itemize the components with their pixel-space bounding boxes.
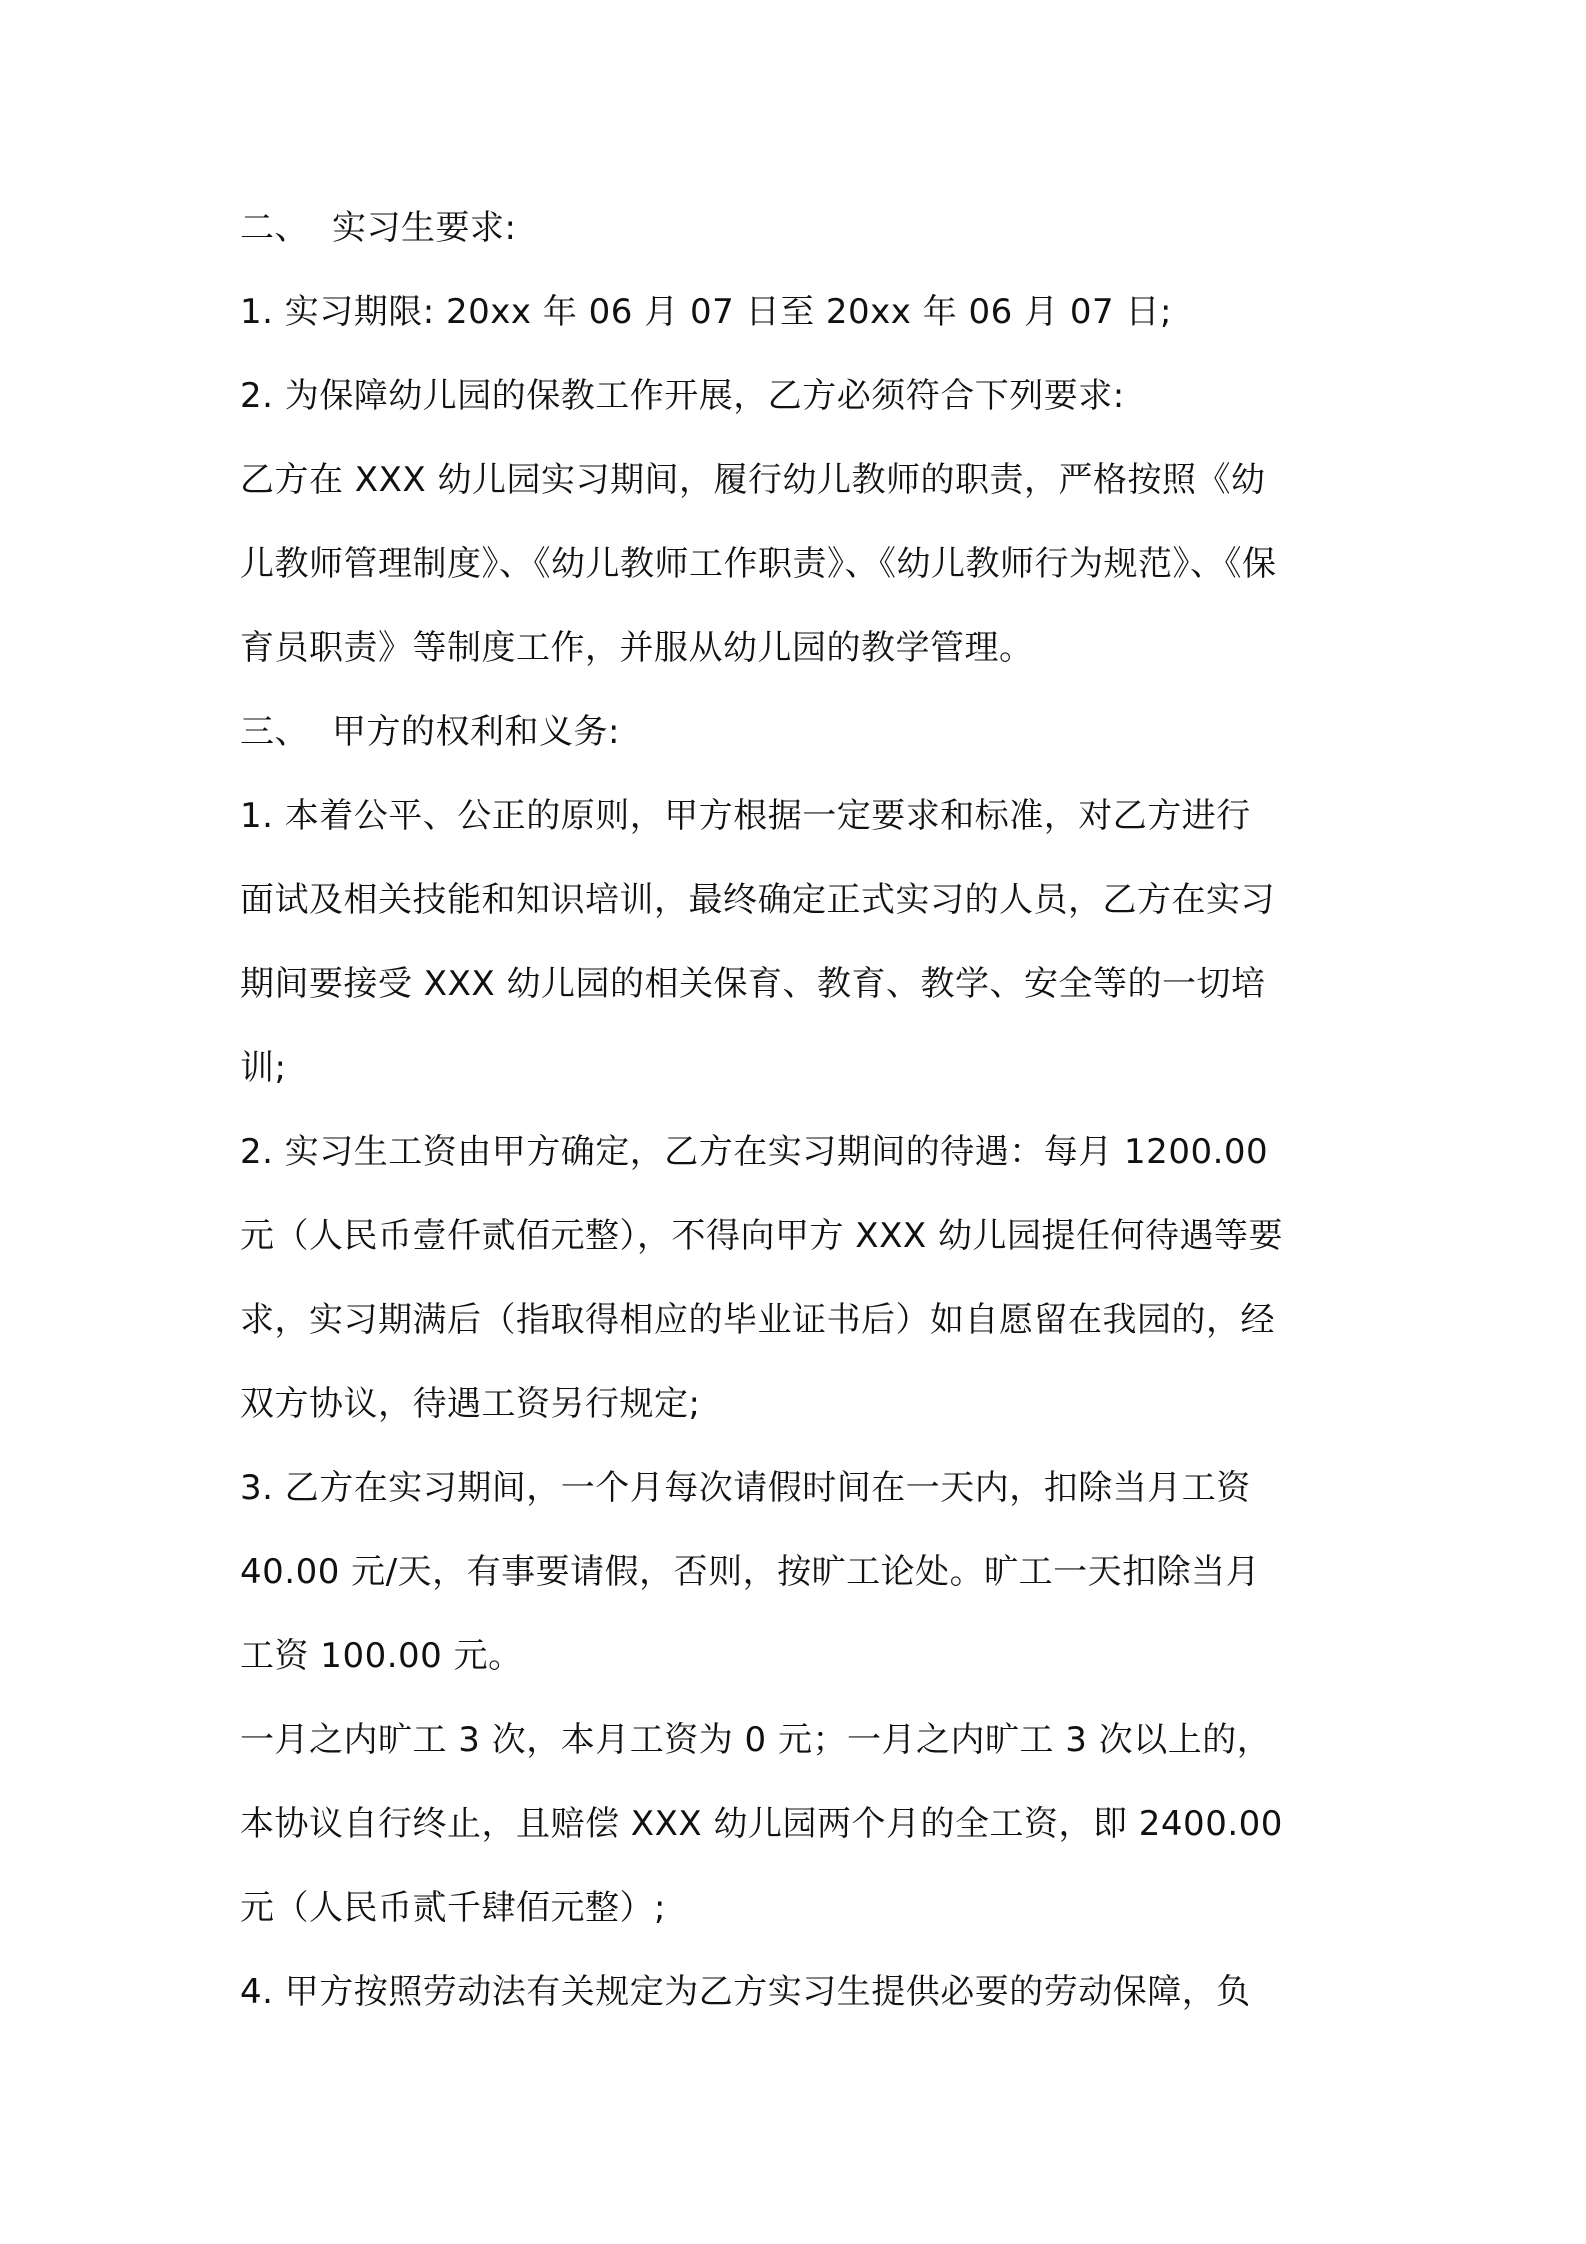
section3-heading-number: 三、 (240, 712, 309, 752)
section3-item3-line: 3. 乙方在实习期间，一个月每次请假时间在一天内，扣除当月工资 (240, 1468, 1251, 1508)
section3-item3-extra-line: 一月之内旷工 3 次，本月工资为 0 元；一月之内旷工 3 次以上的， (240, 1720, 1272, 1760)
section3-item3-line: 工资 100.00 元。 (240, 1636, 523, 1676)
section2-item2: 2. 为保障幼儿园的保教工作开展，乙方必须符合下列要求: (240, 376, 1125, 416)
section2-item1: 1. 实习期限: 20xx 年 06 月 07 日至 20xx 年 06 月 07 日; (240, 292, 1172, 332)
section3-item1-line: 1. 本着公平、公正的原则，甲方根据一定要求和标准，对乙方进行 (240, 796, 1251, 836)
section3-item2-line: 2. 实习生工资由甲方确定，乙方在实习期间的待遇：每月 1200.00 (240, 1132, 1269, 1172)
section3-item3-extra-line: 元（人民币贰千肆佰元整）; (240, 1888, 666, 1928)
section3-item4-line: 4. 甲方按照劳动法有关规定为乙方实习生提供必要的劳动保障，负 (240, 1972, 1251, 2012)
section2-paragraph-line: 乙方在 XXX 幼儿园实习期间，履行幼儿教师的职责，严格按照《幼 (240, 460, 1266, 500)
section2-heading (240, 204, 1360, 252)
section3-item1-line: 面试及相关技能和知识培训，最终确定正式实习的人员，乙方在实习 (240, 880, 1275, 920)
section3-item3-line: 40.00 元/天，有事要请假，否则，按旷工论处。旷工一天扣除当月 (240, 1552, 1261, 1592)
section2-paragraph-line: 育员职责》等制度工作，并服从幼儿园的教学管理。 (240, 628, 1034, 668)
section3-item2-line: 元（人民币壹仟贰佰元整），不得向甲方 XXX 幼儿园提任何待遇等要 (240, 1216, 1283, 1256)
section2-heading-number: 二、 (240, 208, 309, 248)
section2-heading-text: 实习生要求: (332, 208, 517, 248)
section3-heading (240, 708, 1360, 756)
section2-paragraph-line: 儿教师管理制度》、《幼儿教师工作职责》、《幼儿教师行为规范》、《保 (240, 544, 1277, 584)
section3-heading-text: 甲方的权利和义务: (332, 712, 620, 752)
section3-item2-line: 双方协议，待遇工资另行规定; (240, 1384, 701, 1424)
section3-item3-extra-line: 本协议自行终止，且赔偿 XXX 幼儿园两个月的全工资，即 2400.00 (240, 1804, 1283, 1844)
section3-item1-line: 训; (240, 1048, 287, 1088)
section3-item1-line: 期间要接受 XXX 幼儿园的相关保育、教育、教学、安全等的一切培 (240, 964, 1266, 1004)
section3-item2-line: 求，实习期满后（指取得相应的毕业证书后）如自愿留在我园的，经 (240, 1300, 1275, 1340)
